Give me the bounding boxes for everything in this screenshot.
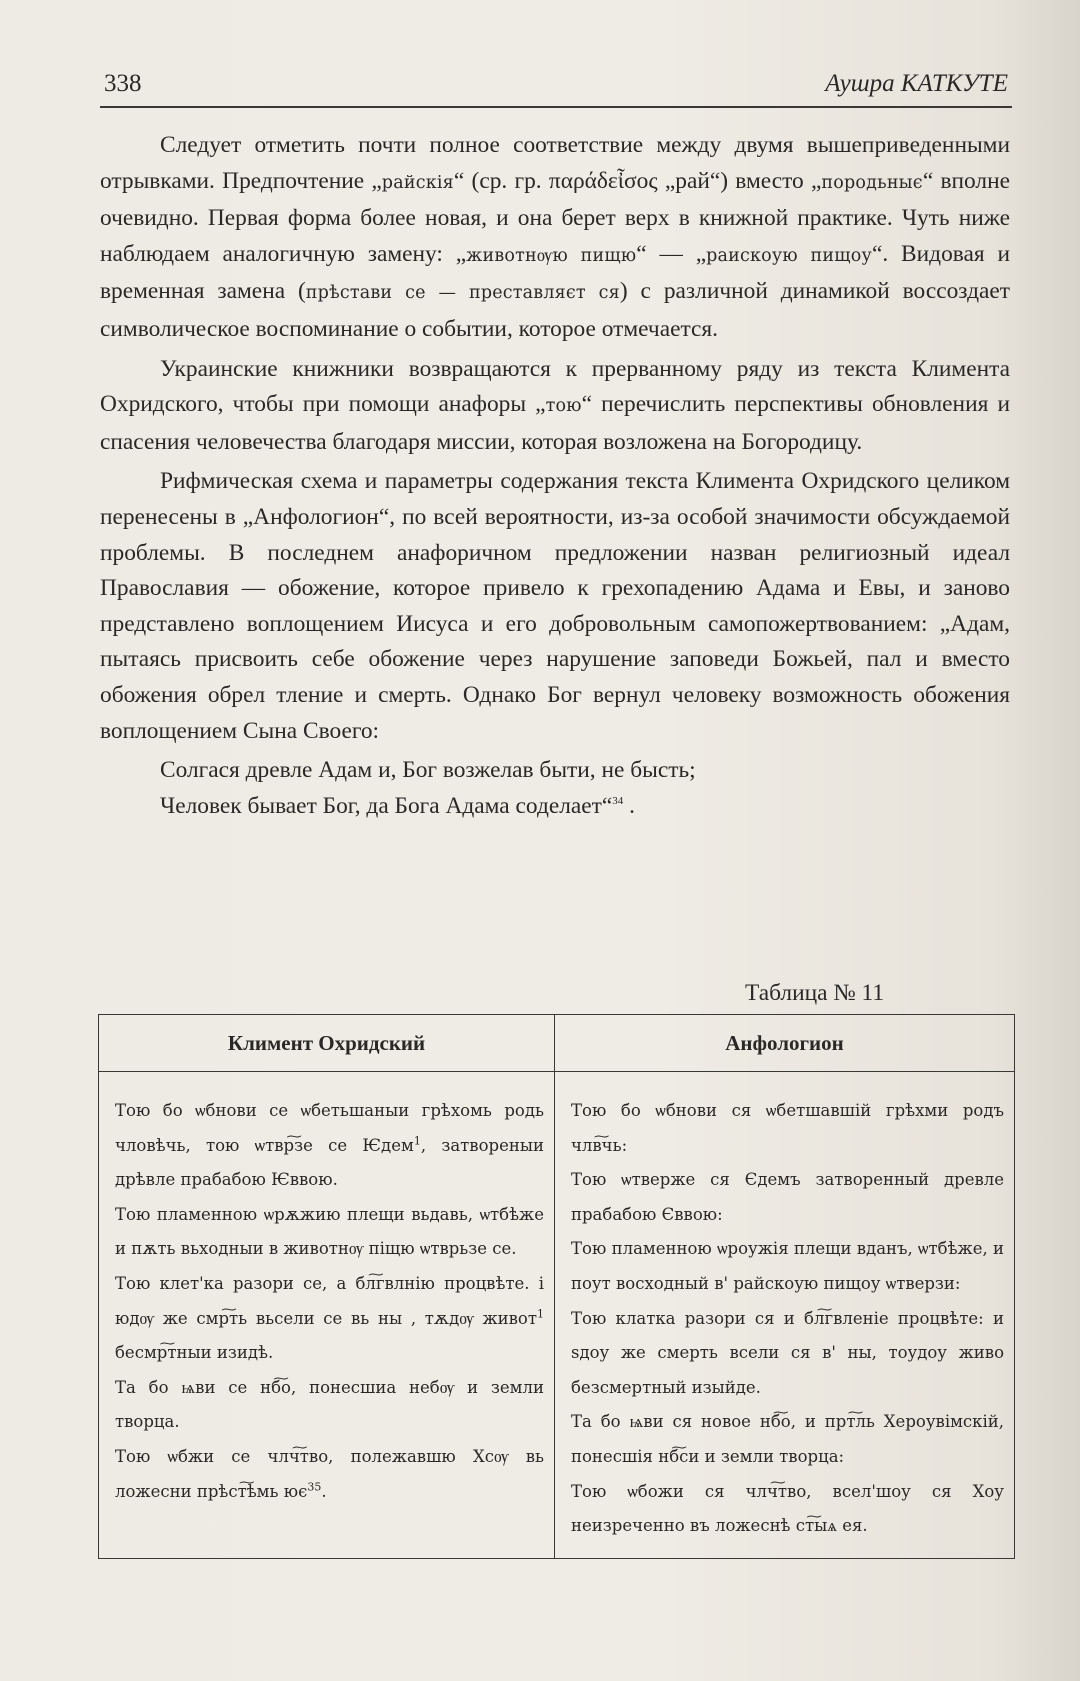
verse-line-1: Солгася древле Адам и, Бог возжелав быти, не бысть; bbox=[160, 757, 696, 784]
page-number: 338 bbox=[104, 70, 142, 97]
right-stanza-5: Та бо ѩви ся новое нб͠о, и прт͠ль Хероувімскій, понесшія нб͠си и земли творца: bbox=[571, 1412, 1004, 1466]
table-header-left: Климент Охридский bbox=[99, 1015, 555, 1072]
paragraph-3: Рифмическая схема и параметры содержания текста Климента Охридского целиком перенесены в „Анфологион“, по всей вероятности, из-за особой значимости обсуждаемой проблемы. В последнем анафоричном предложении назван религиозный идеал Православия — обожение, которое привело к грехопадению Адама и Евы, и заново представлено воплощением Иисуса и его добровольным самопожертвованием: „Адам, пытаясь присвоить себе обожение через нарушение заповеди Божьей, пал и вместо обожения обрел тление и смерть. Однако Бог вернул человеку возможность обожения воплощением Сына Своего: bbox=[100, 468, 1010, 744]
right-stanza-4: Тою клатка разори ся и бл͠гвленіе процвѣте: и ѕдоу же смерть всели ся в' ны, тоудоу живо безсмертный изыйде. bbox=[571, 1308, 1004, 1397]
right-stanza-2: Тою ѡтверже ся Єдемъ затворенный древле прабабою Єввою: bbox=[571, 1170, 1004, 1224]
running-title: Аушра КАТКУТЕ bbox=[825, 70, 1008, 97]
table-cell-right bbox=[555, 1072, 1015, 1559]
table-header-row bbox=[99, 1015, 1015, 1072]
left-stanza-1: Тою бо ѡбнови се ѡбетьшаныи грѣхомь родь чловѣчь, тою ѡтвр͠зе се Ѥдем$^1$, затвореныи дрѣвле прабабою Ѥввою. bbox=[115, 1101, 544, 1190]
table-caption: Таблица № 11 bbox=[745, 980, 885, 1006]
footnote-ref: 34 bbox=[612, 794, 624, 807]
right-stanza-3: Тою пламенною ѡроужія плещи вданъ, ѡтбѣже, и поут восходный в' райскоую пищоу ѡтверзи: bbox=[571, 1239, 1004, 1293]
paragraph-1: Следует отметить почти полное соответствие между двумя вышеприведенными отрывками. Предпочтение „райскія“ (ср. гр. παράδεἶσος „рай“) вместо „породьныє“ вполне очевидно. Первая форма более новая, и она берет верх в книжной практике. Чуть ниже наблюдаем аналогичную замену: „животнѹю пищю“ — „раискоую пищоу“. Видовая и временная замена (прѣстави се — преставляєт ся) с различной динамикой воссоздает символическое воспоминание о событии, которое отмечается. bbox=[100, 132, 1010, 342]
paragraph-2: Украинские книжники возвращаются к прерванному ряду из текста Климента Охридского, чтобы при помощи анафоры „тою“ перечислить перспективы обновления и спасения человечества благодаря миссии, которая возложена на Богородицу. bbox=[100, 355, 1010, 455]
left-stanza-2: Тою пламенною ѡрѫжию плещи вьдавь, ѡтбѣже и пѫть вьходныи в животнѹ піщю ѡтврьзе се. bbox=[115, 1204, 544, 1259]
body-text bbox=[100, 128, 1010, 824]
left-stanza-4: Та бо ѩви се нб͠о, понесшиа небѹ и земли творца. bbox=[115, 1377, 544, 1432]
table-header-right: Анфологион bbox=[555, 1015, 1015, 1072]
left-stanza-3: Тою клет'ка разори се, а бл͠гвлнію процвѣте. і юдѹ же смр͠ть вьсели се вь ны , тѫдѹ живот$^1$ бесмр͠тныи изидѣ. bbox=[115, 1273, 544, 1363]
table-cell-left bbox=[99, 1072, 555, 1559]
right-stanza-1: Тою бо ѡбнови ся ѡбетшавшій грѣхми родъ члв͠чь: bbox=[571, 1101, 1004, 1155]
comparison-table bbox=[98, 1014, 1015, 1559]
page-header bbox=[100, 66, 1012, 108]
verse-line-2: Человек бывает Бог, да Бога Адама соделает“$^{34}$ . bbox=[160, 792, 635, 819]
right-stanza-6: Тою ѡбожи ся члч͠тво, всел'шоу ся Хоу неизреченно въ ложеснѣ ст͠ыѧ ея. bbox=[571, 1481, 1004, 1536]
table-row bbox=[99, 1072, 1015, 1559]
left-stanza-5: Тою ѡбжи се члч͠тво, полежавшю Хсѹ вь ложесни прѣст͠ѣмь $ює^{35}$. bbox=[115, 1446, 544, 1501]
